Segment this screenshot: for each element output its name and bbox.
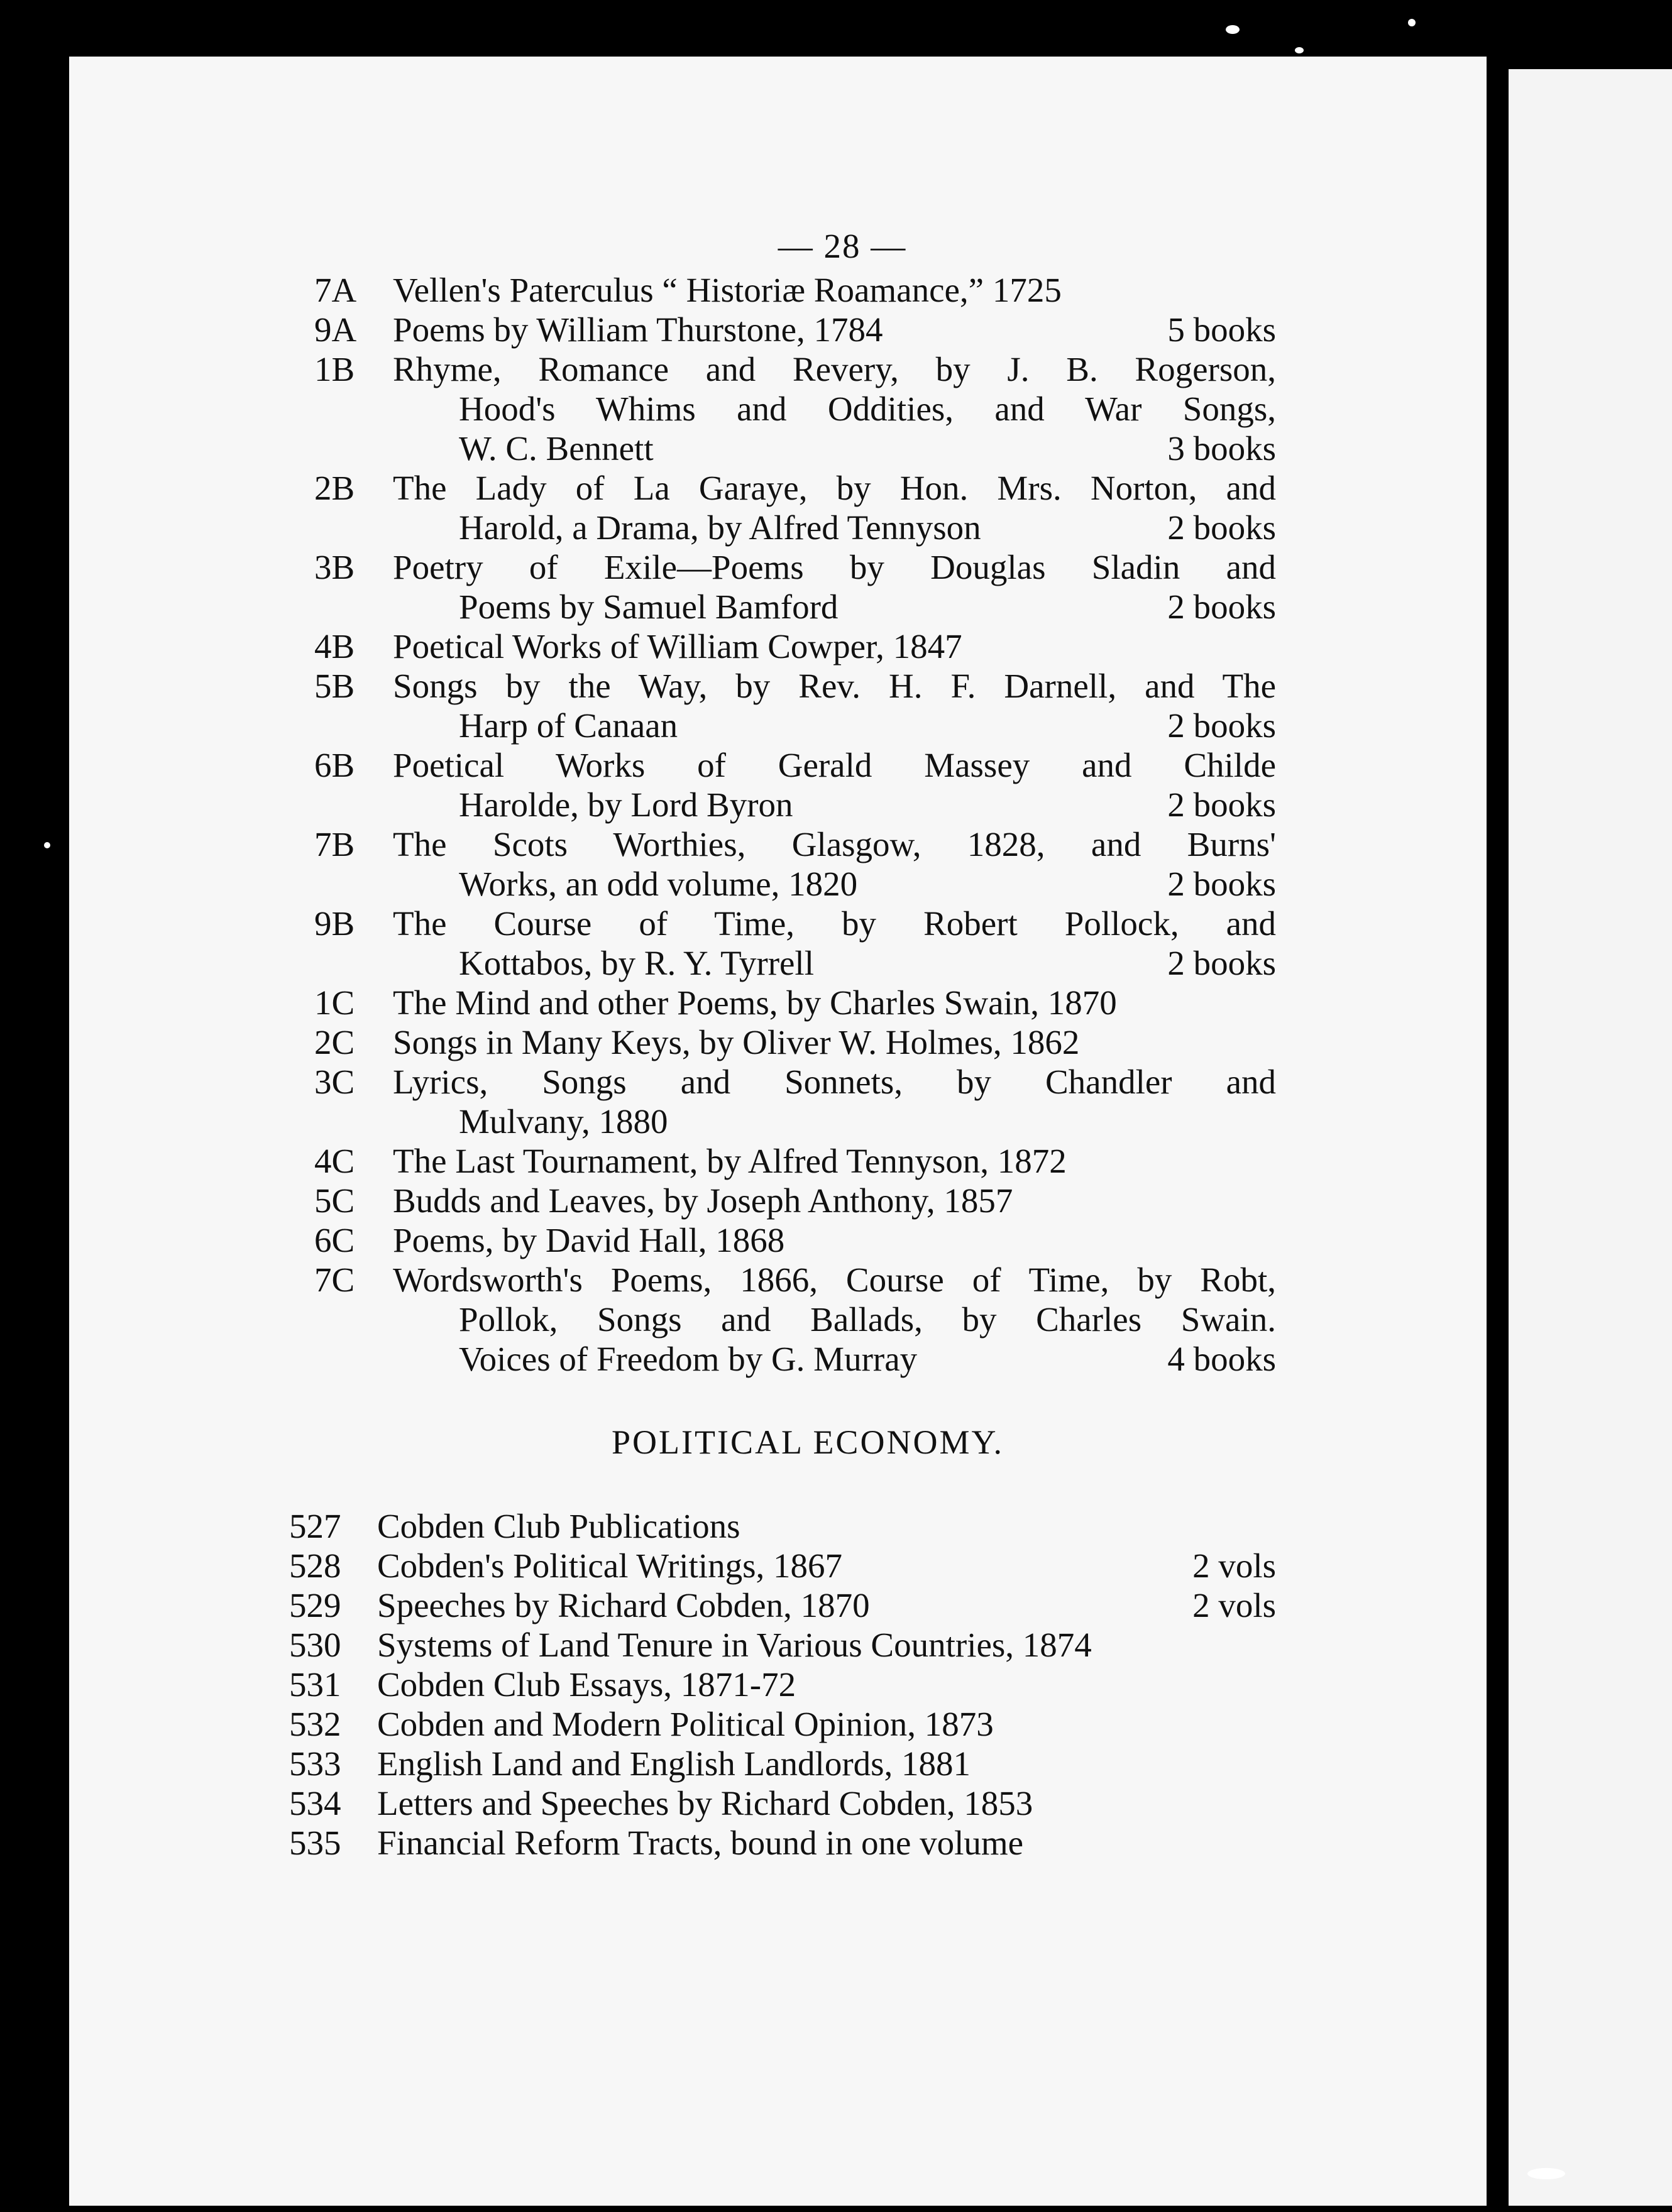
entry-line: [314, 904, 1276, 943]
entry-title: Cobden Club Publications: [377, 1507, 740, 1545]
entry-line: [314, 1181, 1276, 1220]
catalogue-entry: [314, 983, 1276, 1022]
entry-title: Hood's Whims and Oddities, and War Songs,: [459, 390, 1276, 428]
entry-number: 535: [289, 1824, 341, 1862]
entry-number: 531: [289, 1665, 341, 1704]
entry-number: 532: [289, 1705, 341, 1743]
entry-number: 528: [289, 1547, 341, 1585]
entry-line: [314, 389, 1276, 429]
entry-title: The Course of Time, by Robert Pollock, and: [393, 904, 1276, 943]
entry-line: [314, 429, 1276, 468]
catalogue-entry: [289, 1704, 1276, 1744]
adjacent-page-edge: [1509, 69, 1672, 2206]
catalogue-entry: [314, 468, 1276, 547]
entry-number: 7A: [314, 271, 357, 309]
entry-number: 5C: [314, 1181, 355, 1220]
entry-quantity: 2 vols: [1192, 1586, 1276, 1624]
entry-title: Systems of Land Tenure in Various Countries, 1874: [377, 1626, 1092, 1664]
catalogue-page: [289, 226, 1276, 1863]
entry-number: 1C: [314, 983, 355, 1022]
catalogue-entry: [314, 1141, 1276, 1181]
entry-title: Songs by the Way, by Rev. H. F. Darnell, and The: [393, 667, 1276, 705]
entry-title: Financial Reform Tracts, bound in one volume: [377, 1824, 1024, 1862]
entry-title: Voices of Freedom by G. Murray: [459, 1340, 918, 1378]
entry-number: 530: [289, 1626, 341, 1664]
catalogue-entry: [289, 1546, 1276, 1585]
catalogue-entry: [314, 547, 1276, 627]
scan-speck: [44, 842, 50, 848]
entry-line: [314, 1062, 1276, 1102]
entry-title: Harolde, by Lord Byron: [459, 786, 793, 824]
entry-title: Cobden Club Essays, 1871-72: [377, 1665, 796, 1704]
catalogue-entry: [314, 349, 1276, 468]
entry-quantity: 2 books: [1167, 786, 1276, 824]
entry-title: English Land and English Landlords, 1881: [377, 1744, 971, 1783]
entry-title: Letters and Speeches by Richard Cobden, 1853: [377, 1784, 1033, 1822]
entry-title: Vellen's Paterculus “ Historiæ Roamance,” 1725: [393, 271, 1062, 309]
entry-line: [314, 1260, 1276, 1300]
entry-quantity: 2 books: [1167, 508, 1276, 547]
entry-number: 2C: [314, 1023, 355, 1061]
entry-title: Works, an odd volume, 1820: [459, 865, 858, 903]
catalogue-entry: [314, 310, 1276, 349]
entry-line: [314, 983, 1276, 1022]
entry-title: Lyrics, Songs and Sonnets, by Chandler and: [393, 1063, 1276, 1101]
entry-line: [314, 864, 1276, 904]
entry-title: Poetry of Exile—Poems by Douglas Sladin and: [393, 548, 1276, 586]
entry-title: Harold, a Drama, by Alfred Tennyson: [459, 508, 981, 547]
entry-title: Cobden and Modern Political Opinion, 1873: [377, 1705, 994, 1743]
entry-quantity: 2 books: [1167, 944, 1276, 982]
political-economy-list: [289, 1506, 1276, 1863]
entry-line: [314, 943, 1276, 983]
entry-line: [314, 468, 1276, 508]
catalogue-entry: [314, 627, 1276, 666]
entry-number: 4B: [314, 627, 355, 665]
catalogue-entry: [314, 1022, 1276, 1062]
catalogue-entry: [314, 1260, 1276, 1379]
entry-line: [314, 706, 1276, 745]
scan-speck: [1295, 47, 1304, 53]
entry-number: 9A: [314, 310, 357, 349]
entry-title: Wordsworth's Poems, 1866, Course of Time, by Robt,: [393, 1261, 1276, 1299]
entry-title: Poems by Samuel Bamford: [459, 588, 839, 626]
entry-quantity: 2 books: [1167, 865, 1276, 903]
entry-number: 534: [289, 1784, 341, 1822]
entry-title: The Mind and other Poems, by Charles Swain, 1870: [393, 983, 1117, 1022]
entry-line: [314, 310, 1276, 349]
entry-line: [314, 1022, 1276, 1062]
entry-number: 527: [289, 1507, 341, 1545]
poetry-list: [314, 270, 1276, 1379]
scan-speck: [1527, 2168, 1565, 2179]
entry-number: 7C: [314, 1261, 355, 1299]
entry-title: The Lady of La Garaye, by Hon. Mrs. Norton, and: [393, 469, 1276, 507]
entry-title: Kottabos, by R. Y. Tyrrell: [459, 944, 814, 982]
catalogue-entry: [314, 1220, 1276, 1260]
entry-quantity: 2 books: [1167, 706, 1276, 745]
entry-title: Pollok, Songs and Ballads, by Charles Swain.: [459, 1300, 1276, 1339]
entry-title: Cobden's Political Writings, 1867: [377, 1547, 843, 1585]
entry-title: W. C. Bennett: [459, 429, 654, 468]
entry-line: [314, 1102, 1276, 1141]
catalogue-entry: [289, 1625, 1276, 1665]
entry-number: 7B: [314, 825, 355, 863]
catalogue-entry: [289, 1823, 1276, 1863]
catalogue-entry: [314, 745, 1276, 824]
entry-line: [314, 270, 1276, 310]
entry-number: 6B: [314, 746, 355, 784]
entry-number: 6C: [314, 1221, 355, 1259]
entry-title: Poems by William Thurstone, 1784: [393, 310, 883, 349]
entry-line: [314, 1339, 1276, 1379]
entry-line: [314, 547, 1276, 587]
entry-title: Poetical Works of William Cowper, 1847: [393, 627, 962, 665]
entry-title: Songs in Many Keys, by Oliver W. Holmes, 1862: [393, 1023, 1080, 1061]
entry-quantity: 4 books: [1167, 1340, 1276, 1378]
entry-number: 533: [289, 1744, 341, 1783]
entry-quantity: 5 books: [1167, 310, 1276, 349]
entry-line: [314, 785, 1276, 824]
catalogue-entry: [314, 270, 1276, 310]
catalogue-entry: [289, 1783, 1276, 1823]
entry-title: Harp of Canaan: [459, 706, 678, 745]
entry-number: 3B: [314, 548, 355, 586]
entry-quantity: 2 vols: [1192, 1547, 1276, 1585]
entry-number: 2B: [314, 469, 355, 507]
scan-speck: [1226, 25, 1240, 34]
entry-quantity: 2 books: [1167, 588, 1276, 626]
catalogue-entry: [289, 1585, 1276, 1625]
entry-line: [314, 349, 1276, 389]
entry-number: 9B: [314, 904, 355, 943]
entry-line: [314, 587, 1276, 627]
entry-title: The Last Tournament, by Alfred Tennyson, 1872: [393, 1142, 1067, 1180]
entry-line: [314, 745, 1276, 785]
catalogue-entry: [314, 824, 1276, 904]
catalogue-entry: [314, 1181, 1276, 1220]
page-number: — 28 —: [778, 227, 907, 265]
catalogue-entry: [314, 904, 1276, 983]
entry-number: 529: [289, 1586, 341, 1624]
entry-number: 5B: [314, 667, 355, 705]
entry-title: Poems, by David Hall, 1868: [393, 1221, 785, 1259]
entry-title: Speeches by Richard Cobden, 1870: [377, 1586, 870, 1624]
entry-line: [314, 1300, 1276, 1339]
entry-number: 3C: [314, 1063, 355, 1101]
entry-quantity: 3 books: [1167, 429, 1276, 468]
entry-line: [314, 627, 1276, 666]
entry-title: Poetical Works of Gerald Massey and Childe: [393, 746, 1276, 784]
catalogue-entry: [314, 1062, 1276, 1141]
entry-line: [314, 666, 1276, 706]
entry-title: Rhyme, Romance and Revery, by J. B. Rogerson,: [393, 350, 1276, 388]
entry-title: Mulvany, 1880: [459, 1102, 668, 1141]
scan-speck: [1408, 19, 1416, 26]
entry-line: [314, 1220, 1276, 1260]
catalogue-entry: [289, 1665, 1276, 1704]
entry-title: The Scots Worthies, Glasgow, 1828, and Burns': [393, 825, 1276, 863]
catalogue-entry: [289, 1744, 1276, 1783]
entry-line: [314, 824, 1276, 864]
entry-number: 1B: [314, 350, 355, 388]
entry-title: Budds and Leaves, by Joseph Anthony, 1857: [393, 1181, 1013, 1220]
catalogue-entry: [314, 666, 1276, 745]
entry-line: [314, 1141, 1276, 1181]
entry-number: 4C: [314, 1142, 355, 1180]
entry-line: [314, 508, 1276, 547]
section-heading: POLITICAL ECONOMY.: [611, 1423, 1004, 1461]
catalogue-entry: [289, 1506, 1276, 1546]
